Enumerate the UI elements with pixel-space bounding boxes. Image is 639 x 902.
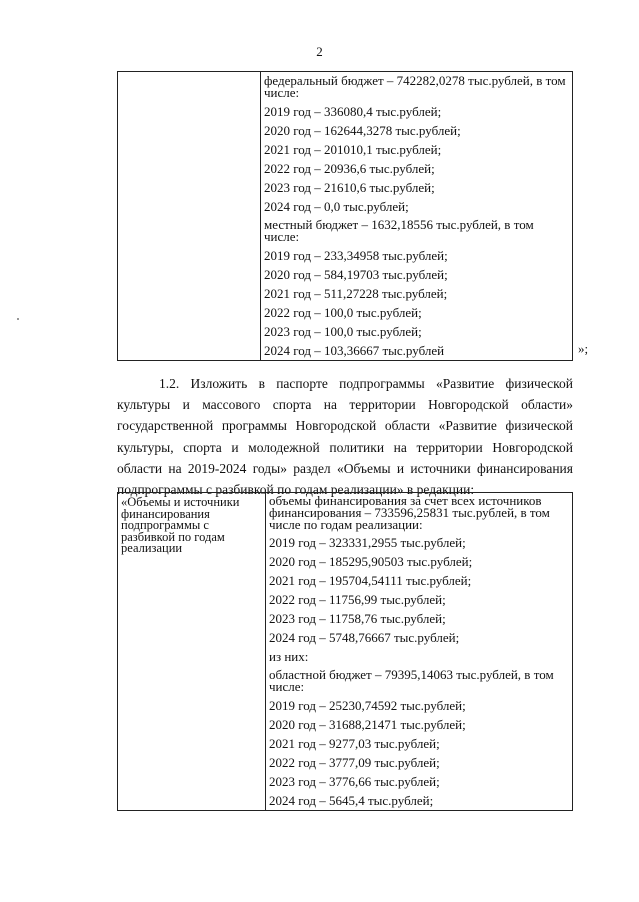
funding-line: 2019 год – 25230,74592 тыс.рублей; <box>269 698 466 713</box>
table2-left-cell: «Объемы и источники финансирования подпрограммы с разбивкой по годам реализации <box>118 493 266 811</box>
funding-line: 2020 год – 584,19703 тыс.рублей; <box>264 267 448 282</box>
funding-line: 2024 год – 5645,4 тыс.рублей; <box>269 793 434 808</box>
funding-line: 2023 год – 11758,76 тыс.рублей; <box>269 611 446 626</box>
funding-line: из них: <box>269 649 309 664</box>
closing-quote: »; <box>578 341 589 356</box>
funding-line: 2021 год – 9277,03 тыс.рублей; <box>269 736 440 751</box>
scan-speck <box>17 318 19 320</box>
funding-line: 2020 год – 185295,90503 тыс.рублей; <box>269 554 473 569</box>
funding-line: 2023 год – 3776,66 тыс.рублей; <box>269 774 440 789</box>
funding-line: 2022 год – 11756,99 тыс.рублей; <box>269 592 446 607</box>
amendment-paragraph: 1.2. Изложить в паспорте подпрограммы «Развитие физической культуры и массового спорта на территории Новгородской области» государственной программы Новгородской области «Развитие физической культуры, спорта и молодежной политики на территории Новгородской области на 2019-2024 годы» раздел «Объемы и источники финансирования подпрограммы с разбивкой по годам реализации» в редакции: <box>117 376 573 498</box>
funding-table-new <box>117 492 573 811</box>
funding-line: местный бюджет – 1632,18556 тыс.рублей, в том числе: <box>264 217 534 244</box>
funding-line: областной бюджет – 79395,14063 тыс.рублей, в том числе: <box>269 667 554 694</box>
funding-line: 2021 год – 511,27228 тыс.рублей; <box>264 286 448 301</box>
page-number: 2 <box>316 44 323 59</box>
table1-right-cell <box>261 72 573 361</box>
funding-line: 2021 год – 201010,1 тыс.рублей; <box>264 142 442 157</box>
funding-line: 2020 год – 31688,21471 тыс.рублей; <box>269 717 466 732</box>
table1-lines <box>261 72 572 360</box>
funding-line: объемы финансирования за счет всех источников финансирования – 733596,25831 тыс.рублей, в том числе по годам реализации: <box>269 493 550 532</box>
funding-line: 2019 год – 233,34958 тыс.рублей; <box>264 248 448 263</box>
funding-line: 2020 год – 162644,3278 тыс.рублей; <box>264 123 461 138</box>
funding-line: 2023 год – 21610,6 тыс.рублей; <box>264 180 435 195</box>
funding-line: 2024 год – 0,0 тыс.рублей; <box>264 199 409 214</box>
funding-table-continued <box>117 71 573 361</box>
table1-left-cell <box>118 72 261 361</box>
funding-line: 2022 год – 20936,6 тыс.рублей; <box>264 161 435 176</box>
table2-lines <box>266 493 572 810</box>
funding-line: 2021 год – 195704,54111 тыс.рублей; <box>269 573 472 588</box>
funding-line: 2022 год – 3777,09 тыс.рублей; <box>269 755 440 770</box>
funding-line: 2024 год – 5748,76667 тыс.рублей; <box>269 630 460 645</box>
funding-line: федеральный бюджет – 742282,0278 тыс.рублей, в том числе: <box>264 73 566 100</box>
funding-line: 2024 год – 103,36667 тыс.рублей <box>264 343 445 358</box>
table2-right-cell <box>266 493 573 811</box>
funding-line: 2019 год – 323331,2955 тыс.рублей; <box>269 535 466 550</box>
funding-line: 2022 год – 100,0 тыс.рублей; <box>264 305 422 320</box>
funding-line: 2019 год – 336080,4 тыс.рублей; <box>264 104 442 119</box>
funding-line: 2023 год – 100,0 тыс.рублей; <box>264 324 422 339</box>
